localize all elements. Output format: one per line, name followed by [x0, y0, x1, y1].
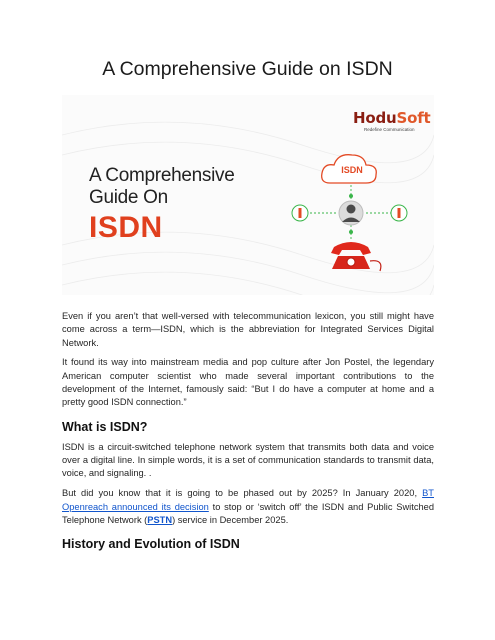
heading-history: History and Evolution of ISDN	[62, 537, 240, 552]
connector-dot	[349, 230, 353, 234]
paragraph-intro: Even if you aren’t that well-versed with telecommunication lexicon, you still might have come across a term—ISDN, which is the abbreviation for Integrated Services Digital Network.	[62, 311, 434, 348]
paragraph-definition: ISDN is a circuit-switched telephone network system that transmits both data and voice over a digital line. In simple words, it is a set of communication standards to transmit data, voice, and signaling. .	[62, 441, 434, 479]
telephone-icon	[331, 242, 381, 271]
paragraph-postel: It found its way into mainstream media and pop culture after Jon Postel, the legendary American computer scientist who made several important contributions to the development of the Internet, famously said: “But I do have a computer at home and a pretty good ISDN connection.”	[62, 357, 434, 408]
logo-tagline: Redefine Communication	[364, 127, 415, 132]
text-span: ) service in December 2025.	[172, 514, 289, 525]
bt-openreach-link[interactable]: BT Openreach announced its decision	[62, 488, 434, 512]
banner-heading	[89, 165, 234, 209]
network-node-icon	[292, 205, 308, 221]
article-body	[62, 310, 434, 558]
document-title: A Comprehensive Guide on ISDN	[102, 58, 393, 80]
pstn-link[interactable]: PSTN	[147, 514, 173, 525]
cloud-label: ISDN	[341, 165, 363, 175]
text-span: But did you know that it is going to be phased out by 2025? In January 2020,	[62, 488, 423, 499]
user-avatar-icon	[339, 201, 363, 225]
banner-heading-line2: Guide On	[89, 187, 168, 208]
network-node-icon	[391, 205, 407, 221]
text-span: to stop or ‘switch off’ the ISDN and Public Switched Telephone Network (	[62, 501, 434, 525]
hodusoft-logo: HoduSoft	[353, 109, 431, 127]
connector-dot	[349, 194, 353, 198]
hero-banner	[62, 95, 434, 295]
heading-what-is-isdn: What is ISDN?	[62, 419, 148, 434]
banner-isdn-word: ISDN	[89, 211, 163, 244]
banner-heading-line1: A Comprehensive	[89, 165, 235, 186]
paragraph-phase-out	[62, 487, 434, 527]
